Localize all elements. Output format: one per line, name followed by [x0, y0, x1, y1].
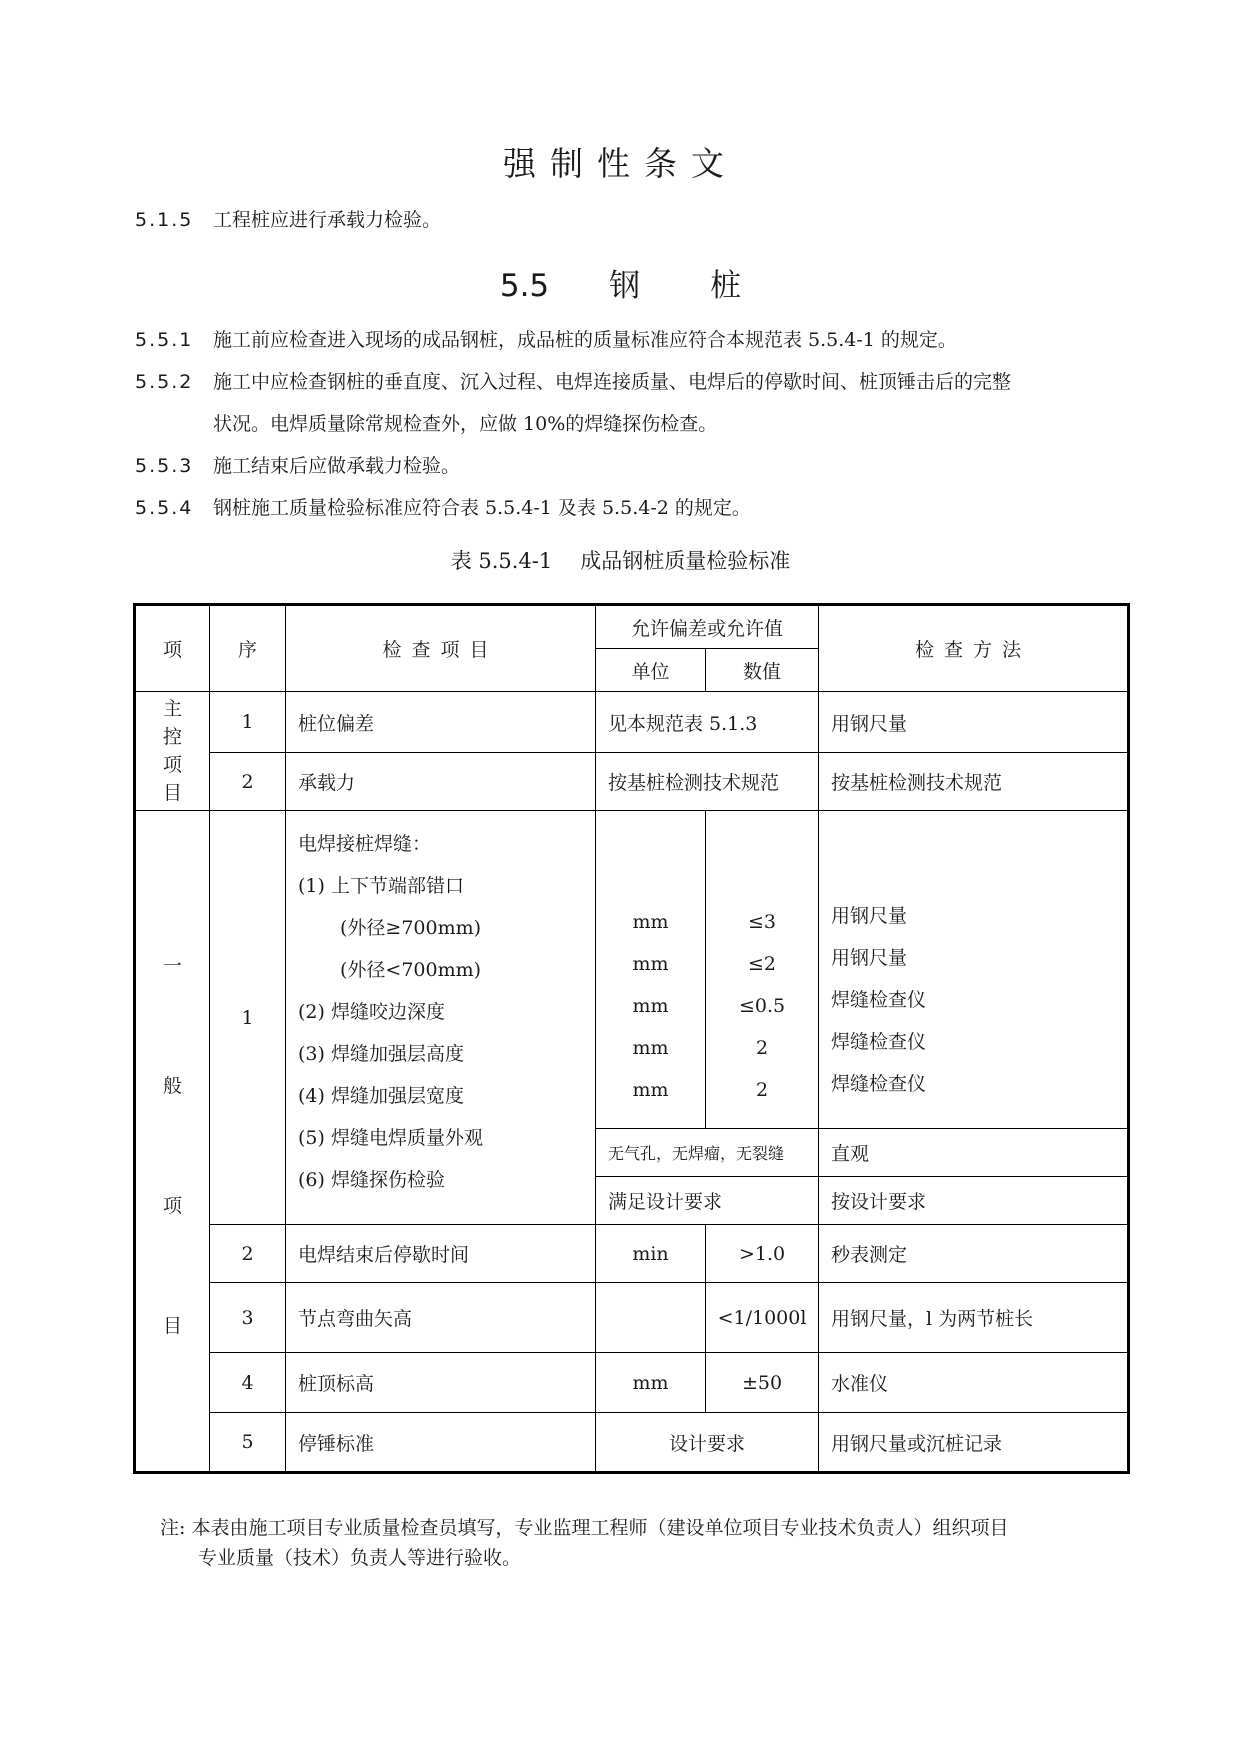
note-label: 注:	[160, 1517, 186, 1539]
clause-number: 5.5.3	[135, 455, 194, 477]
clause-5-1-5	[135, 206, 441, 234]
row-method: 按基桩检测技术规范	[819, 753, 1129, 811]
weld-appearance-method: 直观	[819, 1129, 1129, 1177]
row-seq: 3	[210, 1283, 286, 1353]
row-seq: 1	[210, 811, 286, 1225]
group-label-general: 一 般 项 目	[135, 811, 210, 1473]
row-item: 承载力	[286, 753, 596, 811]
row-item: 桩顶标高	[286, 1353, 596, 1413]
weld-flaw-allow: 满足设计要求	[596, 1177, 819, 1225]
table-note	[160, 1513, 1008, 1543]
row-method: 用钢尺量或沉桩记录	[819, 1413, 1129, 1473]
row-method: 用钢尺量	[819, 692, 1129, 753]
row-seq: 4	[210, 1353, 286, 1413]
clause-text: 钢桩施工质量检验标准应符合表 5.5.4-1 及表 5.5.4-2 的规定。	[213, 497, 751, 519]
row-unit: mm	[596, 1353, 706, 1413]
row-item: 桩位偏差	[286, 692, 596, 753]
row-seq: 5	[210, 1413, 286, 1473]
table-caption	[0, 545, 1241, 575]
clause-5-5-2-continuation: 状况。电焊质量除常规检查外，应做 10%的焊缝探伤检查。	[213, 413, 718, 435]
header-item: 项	[135, 605, 210, 692]
clause-text: 工程桩应进行承载力检验。	[213, 209, 442, 231]
clause-text: 施工前应检查进入现场的成品钢桩，成品桩的质量标准应符合本规范表 5.5.4-1 的规定。	[213, 329, 957, 351]
header-check-item: 检查项目	[286, 605, 596, 692]
section-name-b: 桩	[710, 268, 742, 304]
clause-number: 5.1.5	[135, 209, 194, 231]
table-caption-number: 表 5.5.4-1	[450, 549, 553, 573]
header-allow: 允许偏差或允许值	[596, 605, 819, 649]
note-line-1: 本表由施工项目专业质量检查员填写，专业监理工程师（建设单位项目专业技术负责人）组织项目	[191, 1517, 1009, 1539]
table-row	[135, 692, 1129, 753]
note-line-2: 专业质量（技术）负责人等进行验收。	[198, 1547, 522, 1569]
row-value: >1.0	[706, 1225, 819, 1283]
row-seq: 1	[210, 692, 286, 753]
row-seq: 2	[210, 1225, 286, 1283]
clause-5-5-4	[135, 494, 751, 522]
clause-number: 5.5.2	[135, 371, 194, 393]
table-row	[135, 1353, 1129, 1413]
row-item: 节点弯曲矢高	[286, 1283, 596, 1353]
table-row	[135, 1283, 1129, 1353]
header-unit: 单位	[596, 649, 706, 692]
row-item: 电焊结束后停歇时间	[286, 1225, 596, 1283]
table-caption-text: 成品钢桩质量检验标准	[580, 549, 791, 573]
weld-units: mm mm mm mm mm	[596, 811, 706, 1129]
row-value: ±50	[706, 1353, 819, 1413]
row-method: 用钢尺量，l 为两节桩长	[819, 1283, 1129, 1353]
section-name-a: 钢	[609, 268, 641, 304]
clause-number: 5.5.4	[135, 497, 194, 519]
section-number: 5.5	[499, 268, 550, 304]
row-method: 水准仪	[819, 1353, 1129, 1413]
row-method: 秒表测定	[819, 1225, 1129, 1283]
table-row	[135, 753, 1129, 811]
clause-text: 施工中应检查钢桩的垂直度、沉入过程、电焊连接质量、电焊后的停歇时间、桩顶锤击后的完整	[213, 371, 1012, 393]
row-value: <1/1000l	[706, 1283, 819, 1353]
row-allow: 按基桩检测技术规范	[596, 753, 819, 811]
clause-text: 施工结束后应做承载力检验。	[213, 455, 461, 477]
row-unit	[596, 1283, 706, 1353]
clause-5-5-2	[135, 368, 1011, 396]
weld-flaw-method: 按设计要求	[819, 1177, 1129, 1225]
clause-number: 5.5.1	[135, 329, 194, 351]
row-unit: min	[596, 1225, 706, 1283]
weld-values: ≤3 ≤2 ≤0.5 2 2	[706, 811, 819, 1129]
header-seq: 序	[210, 605, 286, 692]
header-value: 数值	[706, 649, 819, 692]
row-allow: 设计要求	[596, 1413, 819, 1473]
quality-standard-table	[133, 603, 1130, 1474]
header-method: 检查方法	[819, 605, 1129, 692]
clause-5-5-3	[135, 452, 460, 480]
section-title	[0, 260, 1241, 305]
table-row	[135, 811, 1129, 1129]
table-row	[135, 1413, 1129, 1473]
clause-5-5-1	[135, 326, 957, 354]
group-label-main: 主 控 项 目	[135, 692, 210, 811]
table-row	[135, 1225, 1129, 1283]
weld-items: 电焊接桩焊缝： (1) 上下节端部错口 (外径≥700mm) (外径<700mm) (2) 焊缝咬边深度 (3) 焊缝加强层高度 (4) 焊缝加强层宽度 (5) 焊缝电焊质量外观 (6) 焊缝探伤检验	[286, 811, 596, 1225]
weld-appearance-allow: 无气孔，无焊瘤，无裂缝	[596, 1129, 819, 1177]
row-allow: 见本规范表 5.1.3	[596, 692, 819, 753]
row-seq: 2	[210, 753, 286, 811]
page-title: 强制性条文	[503, 144, 738, 183]
weld-methods: 用钢尺量 用钢尺量 焊缝检查仪 焊缝检查仪 焊缝检查仪	[819, 811, 1129, 1129]
row-item: 停锤标准	[286, 1413, 596, 1473]
